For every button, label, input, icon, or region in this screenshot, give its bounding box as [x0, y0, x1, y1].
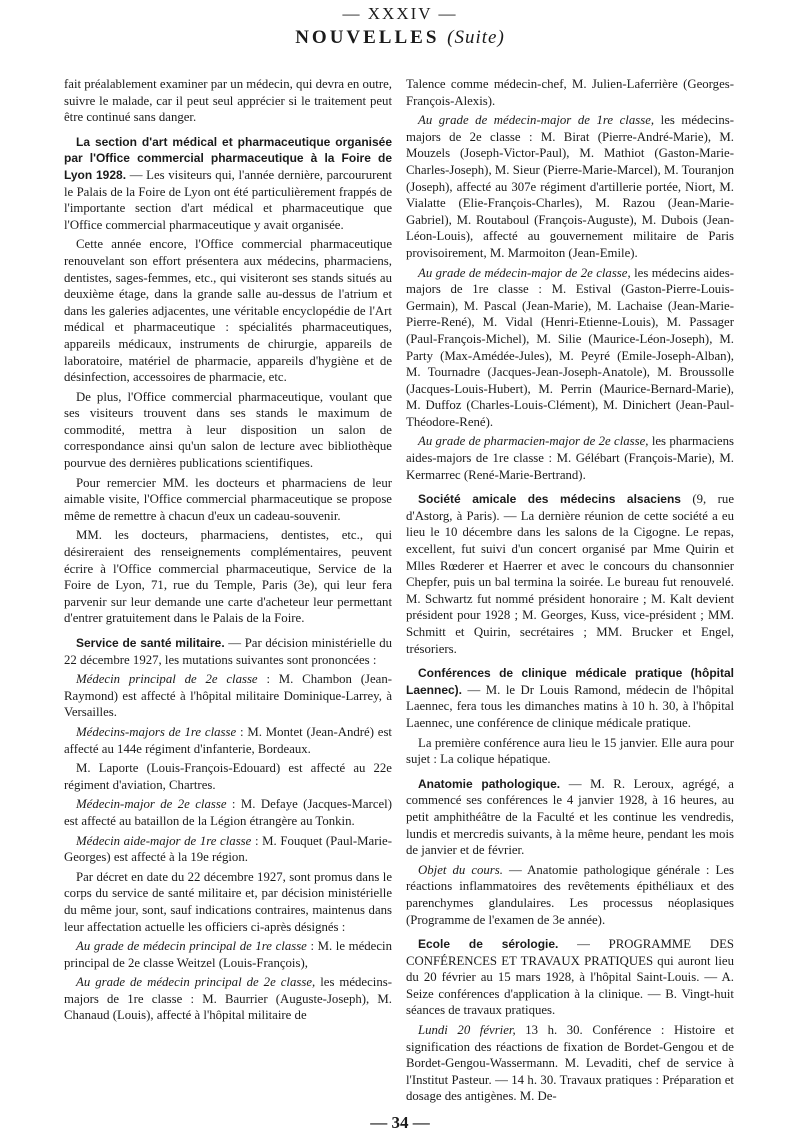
paragraph: [64, 938, 392, 971]
paragraph-italic-lead: Objet du cours.: [418, 862, 503, 877]
paragraph-text: — Par décision ministérielle du 22 décembre 1927, les mutations suivantes sont prononcées :: [64, 636, 392, 667]
paragraph-text: — PROGRAMME DES CONFÉRENCES ET TRAVAUX PRATIQUES qui auront lieu du 20 février au 15 mars 1928, à l'hôpital Saint-Louis. — A. Seize conférences d'application à la clinique. — B. Vingt-huit séances de travaux pratiques.: [406, 937, 735, 1018]
paragraph: [406, 936, 734, 1019]
paragraph: [64, 724, 392, 757]
paragraph-text: — M. R. Leroux, agrégé, a commencé ses conférences le 4 janvier 1928, à 16 heures, au petit amphithéâtre de la Faculté et les continue les vendredis, lundis et mercredis suivants, à la même heure, pendant les mois de janvier et de février.: [406, 776, 734, 858]
paragraph-text: M. Laporte (Louis-François-Edouard) est affecté au 22e régiment d'aviation, Chartres.: [64, 761, 392, 792]
paragraph-italic-lead: Au grade de médecin-major de 1re classe,: [418, 113, 655, 128]
paragraph-italic-lead: Au grade de pharmacien-major de 2e classe,: [418, 434, 649, 449]
paragraph-italic-lead: Médecins-majors de 1re classe: [76, 724, 237, 739]
paragraph-text: les médecins-majors de 2e classe : M. Birat (Pierre-André-Marie), M. Mouzels (Joseph-Victor-Paul), M. Mathiot (Gaston-Marie-Charles-Joseph), M. Sieur (Pierre-Marie-Marcel), M. Touranjon (Joseph), affecté au 307e régiment d'artillerie portée, Niort, M. Vialatte (Elie-François-Charles), M. Razou (Jean-Marie-Gabriel), M. Routaboul (François-Auguste), M. Dubois (Jean-Léon-Louis), affecté au gouvernement militaire de Paris provisoirement, M. Marmoiton (Jean-Emile).: [406, 113, 734, 260]
page-header: [0, 4, 800, 50]
right-column: [406, 76, 734, 1108]
paragraph-text: : M. Chambon (Jean-Raymond) est affecté à l'hôpital militaire Dominique-Larrey, à Versailles.: [64, 672, 393, 720]
paragraph: [406, 665, 734, 731]
paragraph-heading: Ecole de sérologie.: [418, 937, 559, 952]
section-title-suffix: (Suite): [447, 27, 505, 48]
paragraph-text: La première conférence aura lieu le 15 janvier. Elle aura pour sujet : La colique hépatique.: [406, 735, 734, 767]
paragraph-italic-lead: Médecin aide-major de 1re classe: [76, 833, 252, 848]
paragraph-italic-lead: Lundi 20 février,: [418, 1023, 516, 1038]
paragraph: [64, 974, 392, 1024]
paragraph: [64, 527, 392, 627]
paragraph-text: Talence comme médecin-chef, M. Julien-Laferrière (Georges-François-Alexis).: [406, 77, 734, 108]
paragraph-text: Cette année encore, l'Office commercial pharmaceutique renouvelant son effort présentera aux médecins, pharmaciens, dentistes, sages-femmes, etc., qui visiteront ses stands situés au deuxième étage, dans la grande salle au-dessus de l'atrium et dans les galeries adjacentes, une véritable encyclopédie de l'Art médical et pharmaceutique : spécialités pharmaceutiques, appareils médicaux, instruments de chirurgie, appareils de laboratoire, matériel de pharmacie, appareils d'hygiène et de désinfection, accessoires de pharmacie, etc.: [64, 237, 392, 385]
paragraph-heading: Service de santé militaire.: [76, 636, 225, 650]
paragraph: [64, 760, 392, 793]
paragraph-text: : M. le médecin principal de 2e classe Weitzel (Louis-François),: [64, 939, 392, 970]
paragraph-text: De plus, l'Office commercial pharmaceutique, voulant que ses visiteurs trouvent dans ses stands le maximum de commodité, mettra à leur disposition un salon de correspondance ainsi qu'un salon de lecture avec bibliothèque pourvue des dernières publications scientifiques.: [64, 389, 392, 471]
paragraph-text: les pharmaciens aides-majors de 1re classe : M. Gélébart (François-Marie), M. Kermarrec (René-Marie-Bertrand).: [406, 434, 734, 482]
paragraph: [406, 433, 734, 483]
paragraph: [64, 389, 392, 472]
paragraph: [64, 869, 392, 935]
paragraph-italic-lead: Médecin-major de 2e classe: [76, 797, 227, 812]
paragraph-text: 13 h. 30. Conférence : Histoire et signification des réactions de fixation de Bordet-Gengou et de Bordet-Gengou-Wassermann. M. Levaditi, chef de service à l'Institut Pasteur. — 14 h. 30. Travaux pratiques : Préparation et dosage des antigènes. M. De-: [406, 1023, 734, 1104]
paragraph: [406, 76, 734, 109]
paragraph: [64, 134, 392, 234]
paragraph-italic-lead: Au grade de médecin-major de 2e classe,: [418, 265, 631, 280]
paragraph: [64, 671, 392, 721]
paragraph: [406, 776, 734, 859]
paragraph-text: : M. Defaye (Jacques-Marcel) est affecté au bataillon de la Légion étrangère au Tonkin.: [64, 797, 392, 828]
paragraph: [64, 236, 392, 385]
paragraph-heading: Conférences de clinique médicale pratique (hôpital Laennec).: [406, 666, 734, 697]
paragraph-text: : M. Montet (Jean-André) est affecté au 144e régiment d'infanterie, Bordeaux.: [64, 724, 392, 756]
paragraph-text: Par décret en date du 22 décembre 1927, sont promus dans le corps du service de santé militaire et, par décision ministérielle du même jour, sont, sauf indications contraires, maintenus dans leur affectation actuelle les officiers ci-après désignés :: [64, 869, 392, 934]
left-column: [64, 76, 392, 1027]
paragraph: [64, 475, 392, 525]
paragraph-heading: Anatomie pathologique.: [418, 776, 561, 791]
paragraph: [406, 265, 734, 431]
paragraph-text: Pour remercier MM. les docteurs et pharmaciens de leur aimable visite, l'Office commercial pharmaceutique se propose même de remettre à chacun d'eux un cadeau-souvenir.: [64, 475, 392, 523]
paragraph-italic-lead: Au grade de médecin principal de 2e classe,: [76, 975, 316, 990]
paragraph: [406, 862, 734, 928]
paragraph-text: les médecins-majors de 1re classe : M. Baurrier (Auguste-Joseph), M. Chanaud (Louis), affecté à l'hôpital militaire de: [64, 975, 392, 1023]
paragraph-text: MM. les docteurs, pharmaciens, dentistes, etc., qui désireraient des renseignements complémentaires, peuvent écrire à l'Office commercial pharmaceutique, Service de la Foire de Lyon, 71, rue du Temple, Paris (3e), qui leur fera parvenir sur leur demande une carte d'acheteur leur permettant d'entrer gratuitement dans le Palais de la Foire.: [64, 528, 392, 626]
paragraph-text: : M. Fouquet (Paul-Marie-Georges) est affecté à la 19e région.: [64, 833, 392, 865]
paragraph: [64, 796, 392, 829]
paragraph-text: — M. le Dr Louis Ramond, médecin de l'hôpital Laennec, fera tous les dimanches matins à 10 h. 30, à l'hôpital Laennec, une conférence de clinique médicale pratique.: [406, 682, 734, 730]
paragraph-text: fait préalablement examiner par un médecin, qui devra en outre, suivre le malade, car il peut seul apprécier si le traitement peut être continué sans danger.: [64, 77, 392, 125]
page-roman-numeral: — XXXIV —: [342, 4, 458, 23]
paragraph-text: — Anatomie pathologique générale : Les réactions inflammatoires des revêtements épithéliaux et des parenchymes glandulaires. Les processus néoplasiques (Programme de l'examen de 3e année).: [406, 862, 735, 927]
paragraph: [406, 1022, 734, 1105]
paragraph: [64, 635, 392, 668]
paragraph-text: (9, rue d'Astorg, à Paris). — La dernière réunion de cette société a eu lieu le 10 décembre dans les salons de la Cigogne. Le repas, excellent, fut suivi d'un concert organisé par Mme Quirin et Mlles Rœderer et Haerrer et avec le concours du chansonnier Chepfer, puis un bal termina la soirée. Le bureau fut renouvelé. M. Schwartz fut nommé président honoraire ; M. Kalt devient président pour 1928 ; M. Georges, Kuss, vice-président ; MM. Schmitt et Quirin, secrétaires ; MM. Brucker et Engel, trésoriers.: [406, 492, 734, 656]
paragraph-italic-lead: Au grade de médecin principal de 1re classe: [76, 939, 307, 954]
paragraph: [64, 76, 392, 126]
paragraph: [406, 112, 734, 261]
paragraph-italic-lead: Médecin principal de 2e classe: [76, 672, 258, 687]
paragraph-heading: La section d'art médical et pharmaceutique organisée par l'Office commercial pharmaceutique à la Foire de Lyon 1928.: [64, 134, 392, 182]
paragraph-text: les médecins aides-majors de 1re classe : M. Estival (Gaston-Pierre-Louis-Germain), M. Pascal (Jean-Marie), M. Lachaise (Jean-Marie-Pierre-René), M. Vidal (Henri-Etienne-Louis), M. Passager (Paul-François-Michel), M. Silie (Maurice-Léon-Joseph), M. Party (Max-Amédée-Jules), M. Peyré (Emile-Joseph-Alban), M. Tournadre (Jacques-Jean-Joseph-Anatole), M. Broussolle (Jacques-Louis-Hubert), M. Perrin (Maurice-Bernard-Marie), M. Duffoz (Charles-Louis-Clément), M. Dinichert (Jean-Paul-Théodore-René).: [406, 265, 734, 429]
paragraph: [406, 735, 734, 768]
paragraph-heading: Société amicale des médecins alsaciens: [418, 492, 681, 507]
paragraph: [64, 833, 392, 866]
paragraph-text: — Les visiteurs qui, l'année dernière, parcoururent le Palais de la Foire de Lyon ont été particulièrement frappés de l'importante section d'art médical et pharmaceutique que l'Office commercial pharmaceutique y avait organisée.: [64, 167, 392, 232]
page-number: — 34 —: [370, 1113, 430, 1132]
section-title-text: NOUVELLES: [295, 27, 440, 48]
paragraph: [406, 491, 734, 657]
section-title: [0, 26, 800, 50]
